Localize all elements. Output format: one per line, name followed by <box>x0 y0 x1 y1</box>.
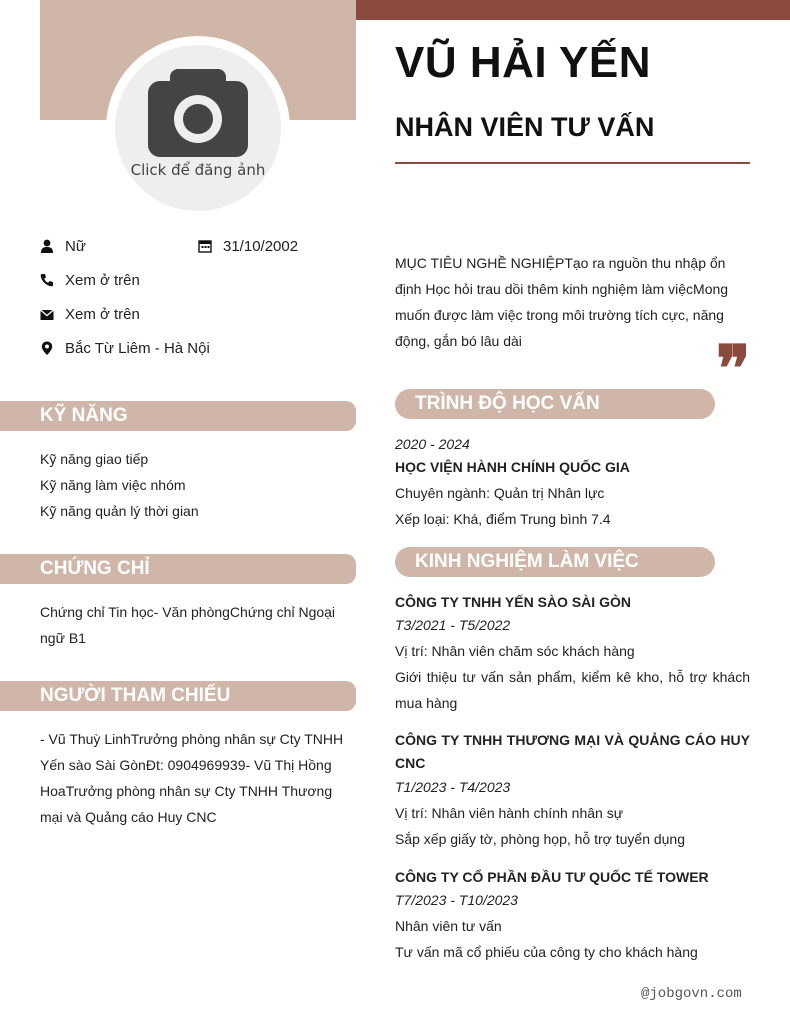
avatar-upload[interactable] <box>115 45 281 211</box>
job-period: T1/2023 - T4/2023 <box>395 779 511 795</box>
career-objective: MỤC TIÊU NGHỀ NGHIỆPTạo ra nguồn thu nhập ổn định Học hỏi trau dồi thêm kinh nghiệm làm việcMong muốn được làm việc trong môi trường tích cực, năng động, gắn bó lâu dài <box>395 255 729 349</box>
email-value: Xem ở trên <box>65 305 140 323</box>
education-school: HỌC VIỆN HÀNH CHÍNH QUỐC GIA <box>395 459 630 475</box>
email-row <box>40 303 140 325</box>
job-description: Giới thiệu tư vấn sản phẩm, kiểm kê kho, hỗ trợ khách mua hàng <box>395 669 750 711</box>
job-period: T3/2021 - T5/2022 <box>395 617 511 633</box>
references-heading: NGƯỜI THAM CHIẾU <box>0 681 356 711</box>
top-accent-bar <box>356 0 790 20</box>
person-icon <box>40 239 54 253</box>
education-grade: Xếp loại: Khá, điểm Trung bình 7.4 <box>395 511 611 527</box>
calendar-icon <box>198 239 212 253</box>
job-company: CÔNG TY TNHH YẾN SÀO SÀI GÒN <box>395 594 631 610</box>
gender-value: Nữ <box>65 237 86 255</box>
skills-list <box>40 446 356 524</box>
job-company: CÔNG TY CỔ PHẦN ĐẦU TƯ QUỐC TẾ TOWER <box>395 869 709 885</box>
education-heading: TRÌNH ĐỘ HỌC VẤN <box>395 389 715 419</box>
candidate-name: VŨ HẢI YẾN <box>395 38 652 87</box>
experience-heading: KINH NGHIỆM LÀM VIỆC <box>395 547 715 577</box>
references-text: - Vũ Thuỳ LinhTrưởng phòng nhân sự Cty TNHH Yến sào Sài GònĐt: 0904969939- Vũ Thị Hồng HoaTrưởng phòng nhân sự Cty TNHH Thương mại và Quảng cáo Huy CNC <box>40 731 344 825</box>
envelope-icon <box>40 307 54 321</box>
gender-row <box>40 235 86 257</box>
photo-upload-label: Click để đăng ảnh <box>130 161 266 179</box>
job-position: Vị trí: Nhân viên chăm sóc khách hàng <box>395 643 635 659</box>
job-period: T7/2023 - T10/2023 <box>395 892 518 908</box>
quote-icon: ❞ <box>716 332 751 407</box>
location-pin-icon <box>40 341 54 355</box>
address-value: Bắc Từ Liêm - Hà Nội <box>65 339 210 357</box>
skill-item: Kỹ năng làm việc nhóm <box>40 477 186 493</box>
title-divider <box>395 162 750 164</box>
footer-watermark: @jobgovn.com <box>641 986 742 1002</box>
skills-heading: KỸ NĂNG <box>0 401 356 431</box>
phone-row <box>40 269 140 291</box>
address-row <box>40 337 210 359</box>
job-description: Sắp xếp giấy tờ, phòng họp, hỗ trợ tuyển dụng <box>395 831 686 847</box>
phone-value: Xem ở trên <box>65 271 140 289</box>
birthdate-value: 31/10/2002 <box>223 237 299 255</box>
phone-icon <box>40 273 54 287</box>
job-title: NHÂN VIÊN TƯ VẤN <box>395 112 655 142</box>
job-company: CÔNG TY TNHH THƯƠNG MẠI VÀ QUẢNG CÁO HUY CNC <box>395 732 750 771</box>
job-description: Tư vấn mã cổ phiếu của công ty cho khách hàng <box>395 944 698 960</box>
certificates-heading: CHỨNG CHỈ <box>0 554 356 584</box>
education-period: 2020 - 2024 <box>395 436 470 452</box>
job-position: Vị trí: Nhân viên hành chính nhân sự <box>395 805 624 821</box>
job-position: Nhân viên tư vấn <box>395 918 502 934</box>
skill-item: Kỹ năng giao tiếp <box>40 451 149 467</box>
birthdate-row <box>198 235 298 257</box>
camera-icon <box>148 69 248 157</box>
certificates-text: Chứng chỉ Tin học- Văn phòngChứng chỉ Ngoại ngữ B1 <box>40 604 336 646</box>
skill-item: Kỹ năng quản lý thời gian <box>40 503 199 519</box>
education-major: Chuyên ngành: Quản trị Nhân lực <box>395 485 605 501</box>
